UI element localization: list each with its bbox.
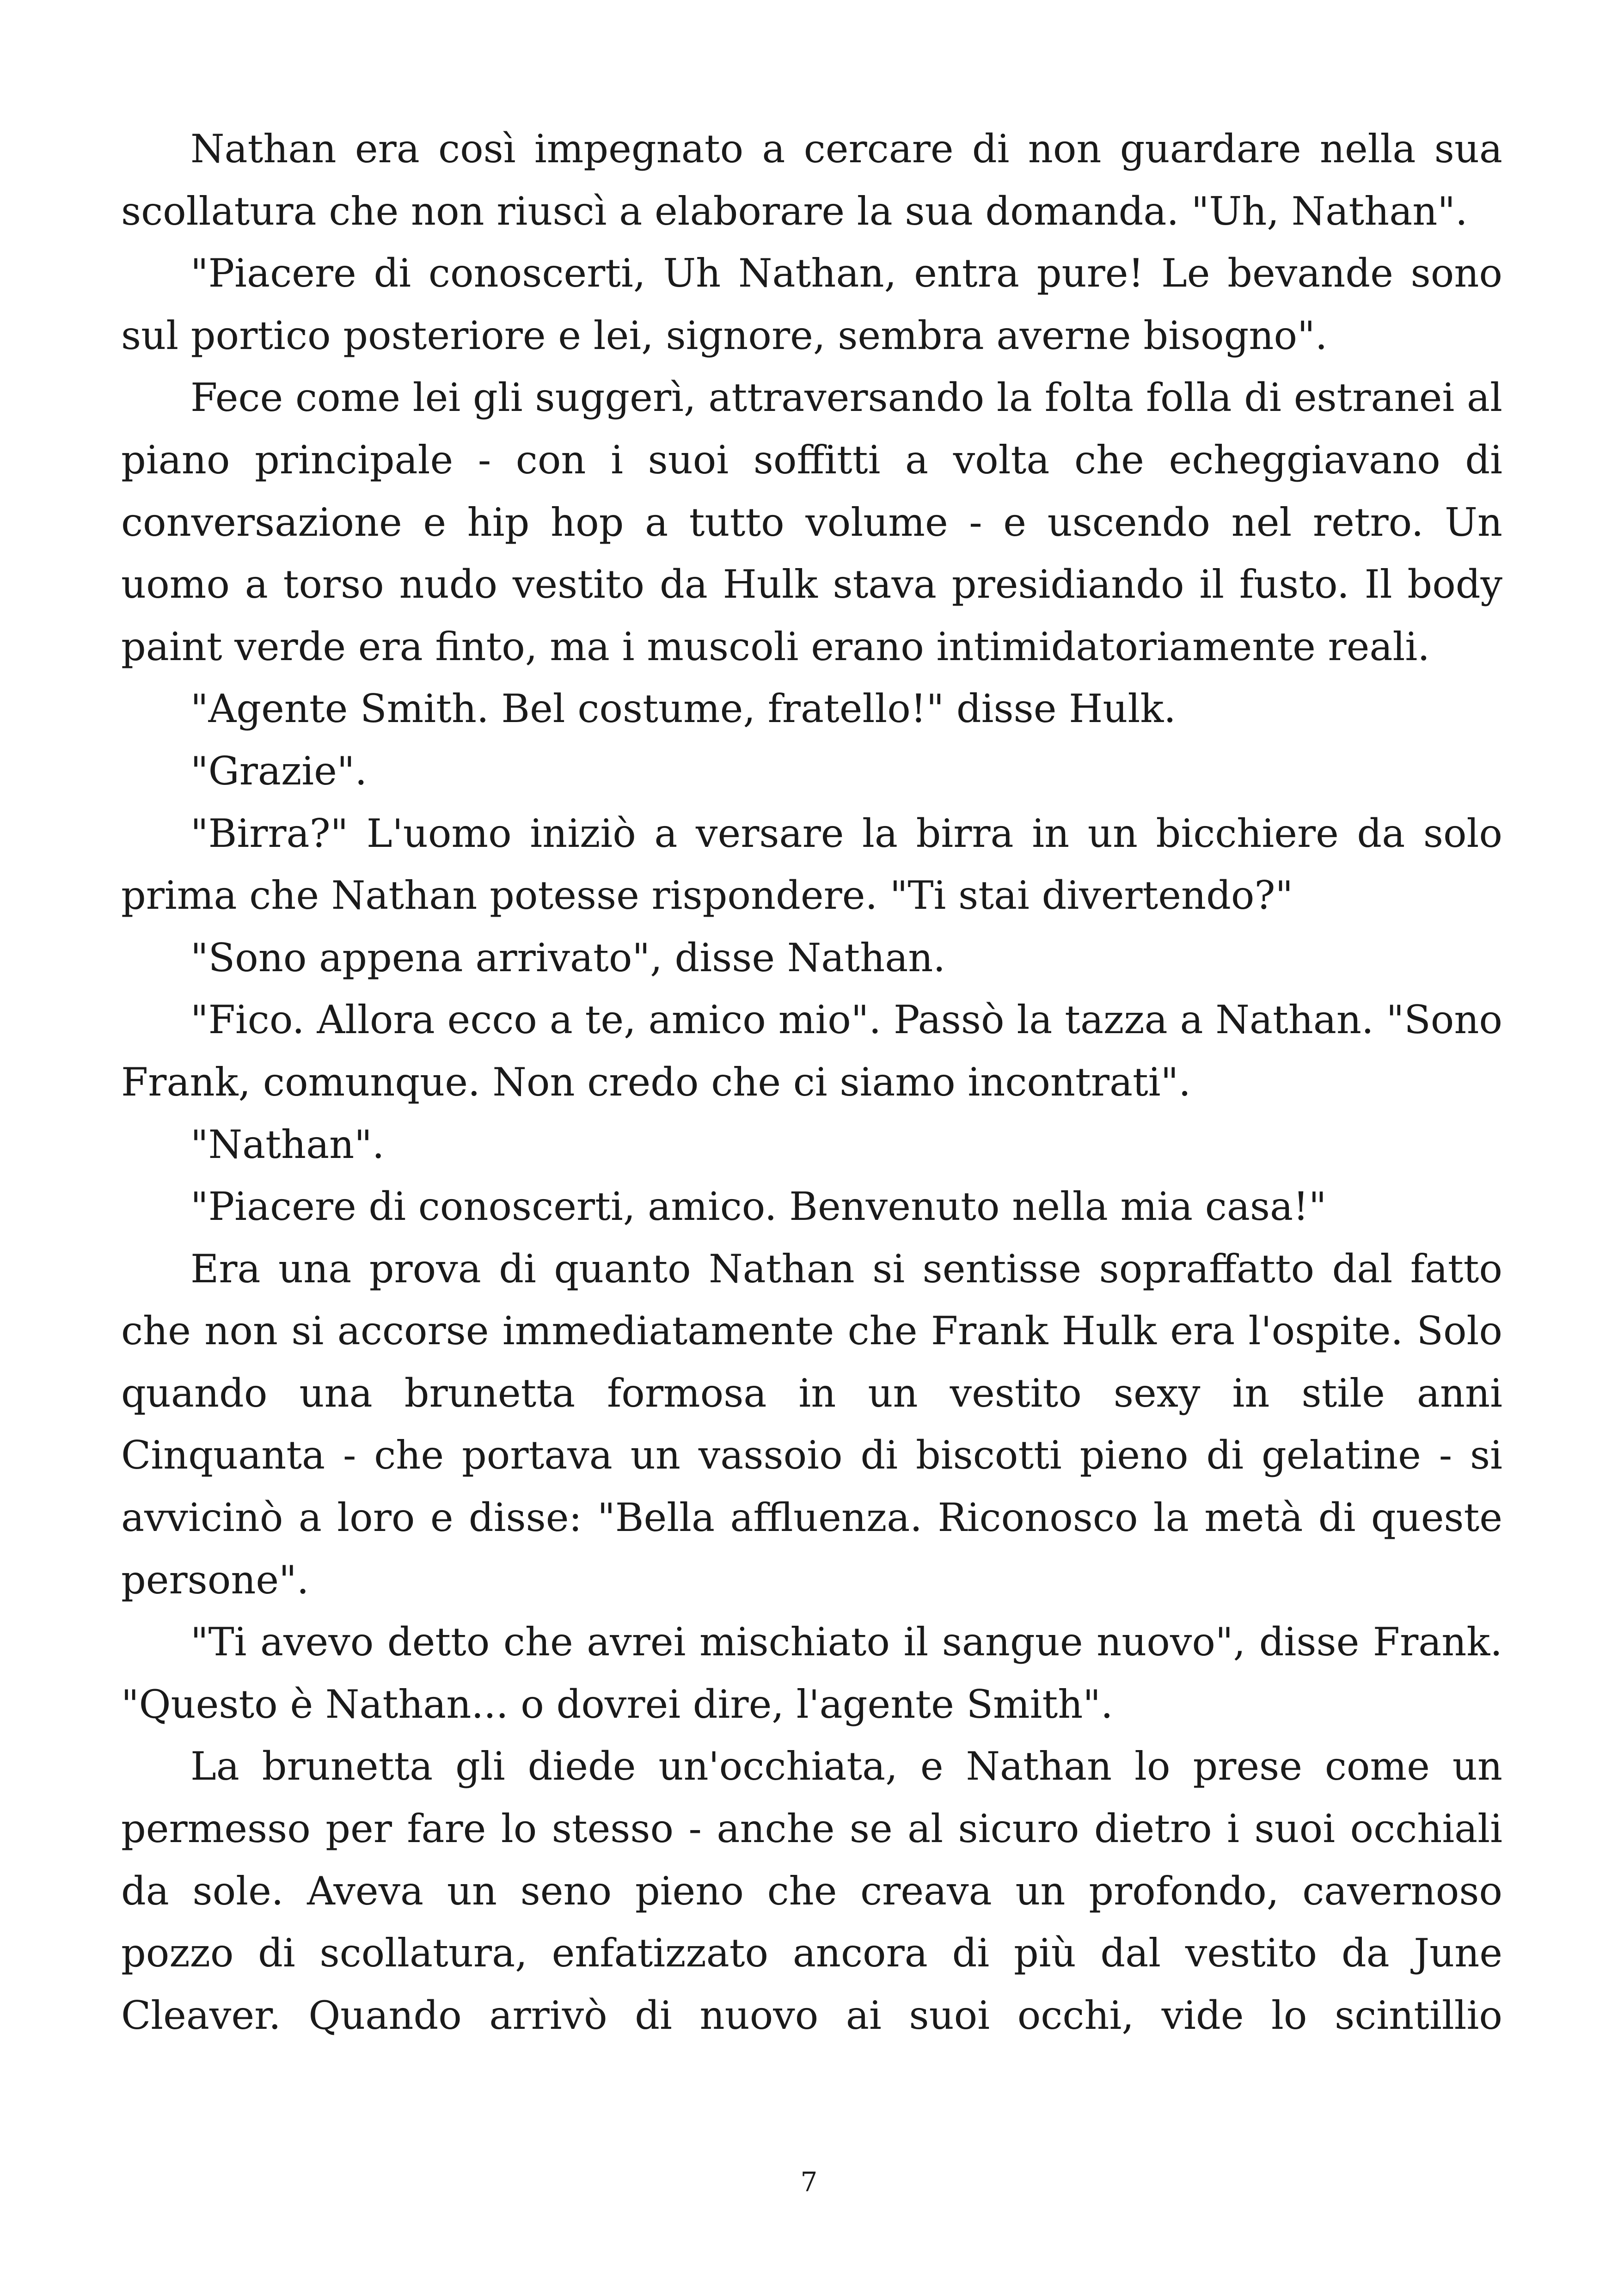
paragraph-3: Fece come lei gli suggerì, attraversando la folta folla di estranei al piano principale - con i suoi soffitti a volta che echeggiavano di conversazione e hip hop a tutto volume - e uscendo nel retro. Un uomo a torso nudo vestito da Hulk stava presidiando il fusto. Il body paint verde era finto, ma i muscoli erano intimidatoriamente reali.: [121, 375, 1502, 669]
paragraph-10: "Piacere di conoscerti, amico. Benvenuto nella mia casa!": [190, 1184, 1327, 1230]
paragraph-11: Era una prova di quanto Nathan si sentisse sopraffatto dal fatto che non si accorse immediatamente che Frank Hulk era l'ospite. Solo quando una brunetta formosa in un vestito sexy in stile anni Cinquanta - che portava un vassoio di biscotti pieno di gelatine - si avvicinò a loro e disse: "Bella affluenza. Riconosco la metà di queste persone".: [121, 1246, 1502, 1603]
paragraph-6: "Birra?" L'uomo iniziò a versare la birra in un bicchiere da solo prima che Nathan potesse rispondere. "Ti stai divertendo?": [121, 810, 1502, 918]
paragraph-1: Nathan era così impegnato a cercare di non guardare nella sua scollatura che non riuscì a elaborare la sua domanda. "Uh, Nathan".: [121, 126, 1502, 234]
paragraph-5: "Grazie".: [190, 748, 368, 794]
paragraph-12: "Ti avevo detto che avrei mischiato il sangue nuovo", disse Frank. "Questo è Nathan... o dovrei dire, l'agente Smith".: [121, 1619, 1502, 1727]
paragraph-4: "Agente Smith. Bel costume, fratello!" disse Hulk.: [190, 686, 1176, 732]
paragraph-9: "Nathan".: [190, 1121, 385, 1167]
paragraph-2: "Piacere di conoscerti, Uh Nathan, entra pure! Le bevande sono sul portico posteriore e lei, signore, sembra averne bisogno".: [121, 251, 1502, 358]
page-number: 7: [800, 2166, 818, 2198]
paragraph-13: La brunetta gli diede un'occhiata, e Nathan lo prese come un permesso per fare lo stesso - anche se al sicuro dietro i suoi occhiali da sole. Aveva un seno pieno che creava un profondo, cavernoso pozzo di scollatura, enfatizzato ancora di più dal vestito da June Cleaver. Quando arrivò di nuovo ai suoi occhi, vide lo scintillio: [121, 1744, 1502, 2038]
paragraph-8: "Fico. Allora ecco a te, amico mio". Passò la tazza a Nathan. "Sono Frank, comunque. Non credo che ci siamo incontrati".: [121, 997, 1502, 1105]
paragraph-7: "Sono appena arrivato", disse Nathan.: [190, 935, 946, 980]
body-text: [121, 118, 1502, 2046]
